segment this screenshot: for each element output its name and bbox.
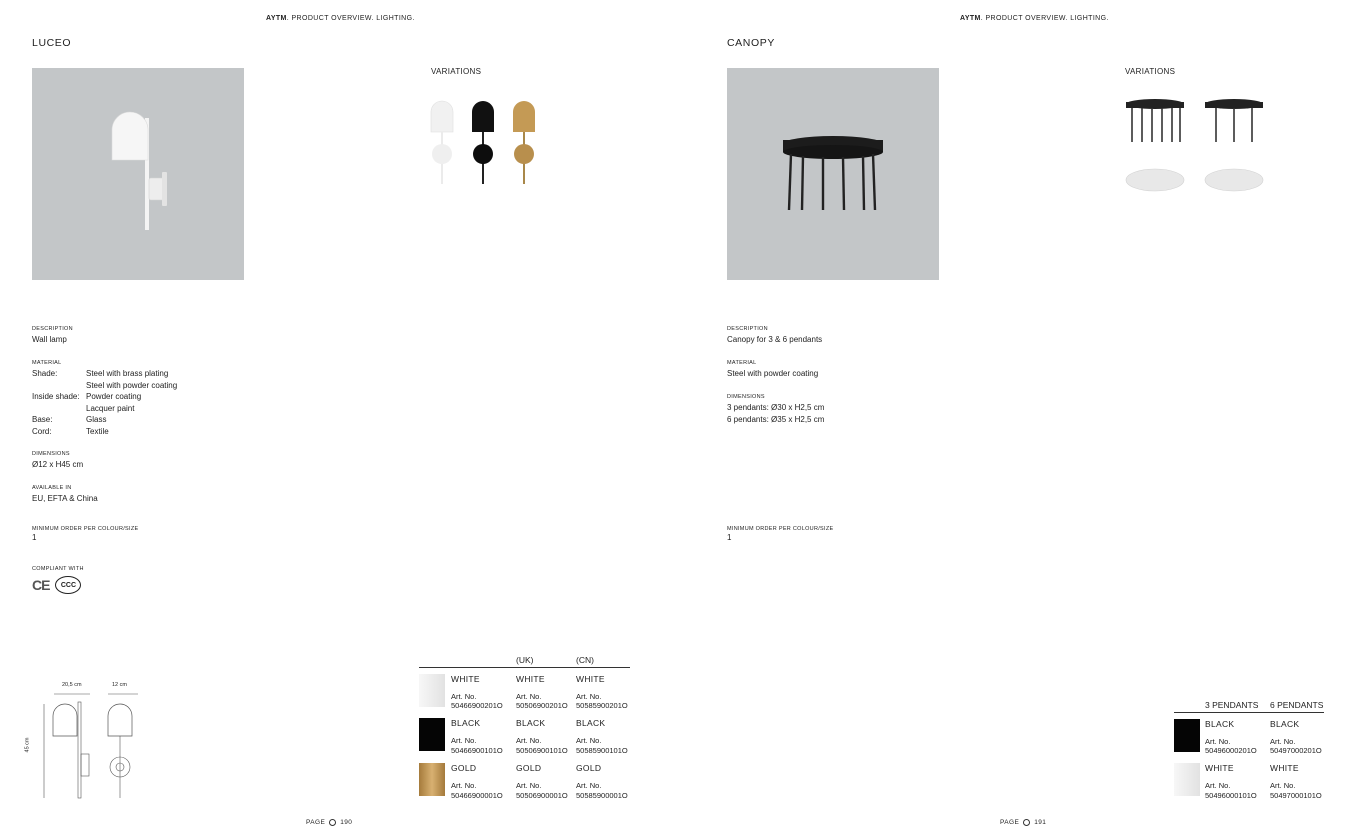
material-key: Shade: [32,369,58,378]
material-heading: MATERIAL [32,360,62,366]
material-value: Lacquer paint [86,403,135,413]
article-label: Art. No. [1270,736,1296,746]
color-swatch [419,718,445,751]
ccc-mark-icon: CCC [55,576,81,594]
article-label: Art. No. [451,736,477,745]
material-value: Steel with brass plating [86,369,169,378]
material-key: Cord: [32,426,52,436]
material-row [32,426,177,438]
page-number: 190 [340,819,353,826]
color-swatch [419,674,445,707]
material-heading: MATERIAL [727,360,757,366]
table-row [419,712,630,757]
compliance-marks [32,576,81,594]
article-number [1270,737,1324,756]
material-key: Base: [32,415,53,424]
color-swatch [1174,763,1200,796]
variations-images [428,98,540,193]
article-label: Art. No. [1270,781,1296,790]
article-label: Art. No. [516,781,542,790]
description-block [32,325,73,346]
table-row [1174,712,1324,757]
page-footer [1000,819,1046,826]
material-value: Textile [86,426,109,436]
dimensions-value: Ø12 x H45 cm [32,460,84,469]
drawing-height-label: 45 cm [24,737,31,753]
product-title: CANOPY [727,37,775,49]
drawing-depth-label: 12 cm [112,682,127,688]
article-value: 50466900201O [451,701,503,710]
table-row [1174,757,1324,802]
description-block [727,325,822,346]
variations-images [1124,96,1270,205]
header-text: . PRODUCT OVERVIEW. LIGHTING. [286,15,415,22]
article-label: Art. No. [576,691,602,701]
footer-label: PAGE [1000,819,1020,826]
footer-label: PAGE [306,819,326,826]
variant-color: GOLD [451,763,477,773]
material-block [32,359,177,437]
technical-drawing [24,680,148,805]
column-header: (UK) [516,653,576,667]
article-value: 50585900201O [576,701,628,710]
variant-color: GOLD [516,763,542,773]
variant-color: BLACK [451,718,481,728]
material-key [32,403,86,415]
brand-logo-icon [329,819,336,826]
variant-color: BLACK [576,718,606,728]
article-value: 50466900001O [451,790,503,800]
article-number [451,781,516,800]
article-label: Art. No. [1205,736,1231,746]
article-value: 50496000201O [1205,746,1257,755]
ce-mark-icon: CE [32,577,50,593]
description-heading: DESCRIPTION [32,326,73,332]
variations-label: VARIATIONS [431,67,482,76]
dimensions-heading: DIMENSIONS [32,451,70,457]
article-label: Art. No. [576,781,602,790]
compliant-block [32,565,84,574]
description-value: Wall lamp [32,335,67,344]
available-value: EU, EFTA & China [32,494,98,503]
column-header [451,653,516,667]
material-row [32,414,177,426]
product-photo [727,68,939,280]
header-text: . PRODUCT OVERVIEW. LIGHTING. [980,15,1109,22]
dimensions-value: 6 pendants: Ø35 x H2,5 cm [727,414,825,424]
material-value: Steel with powder coating [727,369,819,378]
article-number [576,781,630,800]
article-number [576,736,630,755]
page-footer [306,819,352,826]
min-order-block [727,525,833,542]
table-header-row [419,653,630,667]
color-swatch [1174,719,1200,752]
article-number [451,736,516,755]
dimensions-heading: DIMENSIONS [727,394,765,400]
article-value: 50496000101O [1205,790,1257,800]
header-brand: AYTM [266,15,287,22]
article-label: Art. No. [451,691,477,701]
header-brand: AYTM [960,15,981,22]
page-header [266,15,415,22]
article-label: Art. No. [1205,781,1231,790]
material-value: Powder coating [86,392,142,401]
min-order-block [32,525,138,542]
column-header: 6 PENDANTS [1270,698,1324,712]
dimensions-block [727,393,824,425]
product-title: LUCEO [32,37,72,49]
column-header [419,653,451,667]
article-value: 50585900001O [576,790,628,800]
variant-color: BLACK [1205,718,1235,729]
article-label: Art. No. [516,736,542,745]
material-value: Glass [86,415,107,424]
variant-color: WHITE [1205,763,1234,773]
material-row [32,380,177,392]
article-value: 50466900101O [451,745,503,755]
variants-table [1174,698,1324,802]
variant-color: GOLD [576,763,602,773]
available-block [32,484,98,505]
page-number: 191 [1034,819,1047,826]
drawing-width-label: 20,5 cm [62,682,82,688]
column-header [1174,698,1205,712]
material-key [32,380,86,392]
variants-table [419,653,630,802]
material-row [32,368,177,380]
variant-color: BLACK [516,718,546,728]
brand-logo-icon [1023,819,1030,826]
material-value: Steel with powder coating [86,380,178,390]
description-heading: DESCRIPTION [727,326,768,332]
dimensions-block [32,450,83,471]
variant-color: WHITE [576,673,605,684]
min-order-value: 1 [727,533,732,542]
material-row [32,391,177,403]
article-number [516,692,576,711]
dimensions-value: 3 pendants: Ø30 x H2,5 cm [727,403,825,412]
article-number [516,781,576,800]
article-value: 50497000101O [1270,790,1322,800]
product-photo [32,68,244,280]
page-canopy [678,0,1356,839]
material-key: Inside shade: [32,392,80,401]
article-value: 50506900001O [516,790,568,800]
material-row [32,403,177,415]
compliant-heading: COMPLIANT WITH [32,566,84,572]
article-number [451,692,516,711]
description-value: Canopy for 3 & 6 pendants [727,335,823,344]
table-row [419,667,630,712]
article-number [1205,737,1270,756]
article-value: 50585900101O [576,745,628,755]
min-order-heading: MINIMUM ORDER PER COLOUR/SIZE [727,526,834,532]
article-number [576,692,630,711]
variations-label: VARIATIONS [1125,67,1176,76]
material-block [727,359,818,380]
table-header-row [1174,698,1324,712]
article-number [1270,781,1324,800]
variant-color: WHITE [516,673,545,684]
variant-color: BLACK [1270,718,1300,729]
article-number [516,736,576,755]
article-value: 50506900201O [516,701,568,710]
min-order-heading: MINIMUM ORDER PER COLOUR/SIZE [32,526,139,532]
article-label: Art. No. [516,691,542,701]
min-order-value: 1 [32,533,37,542]
article-label: Art. No. [451,781,477,790]
article-label: Art. No. [576,736,602,745]
color-swatch [419,763,445,796]
page-header [960,15,1109,22]
column-header: 3 PENDANTS [1205,698,1270,712]
variant-color: WHITE [1270,763,1299,773]
variant-color: WHITE [451,673,480,684]
column-header: (CN) [576,653,630,667]
article-value: 50506900101O [516,745,568,755]
article-value: 50497000201O [1270,746,1322,755]
available-heading: AVAILABLE IN [32,485,72,491]
table-row [419,757,630,802]
article-number [1205,781,1270,800]
